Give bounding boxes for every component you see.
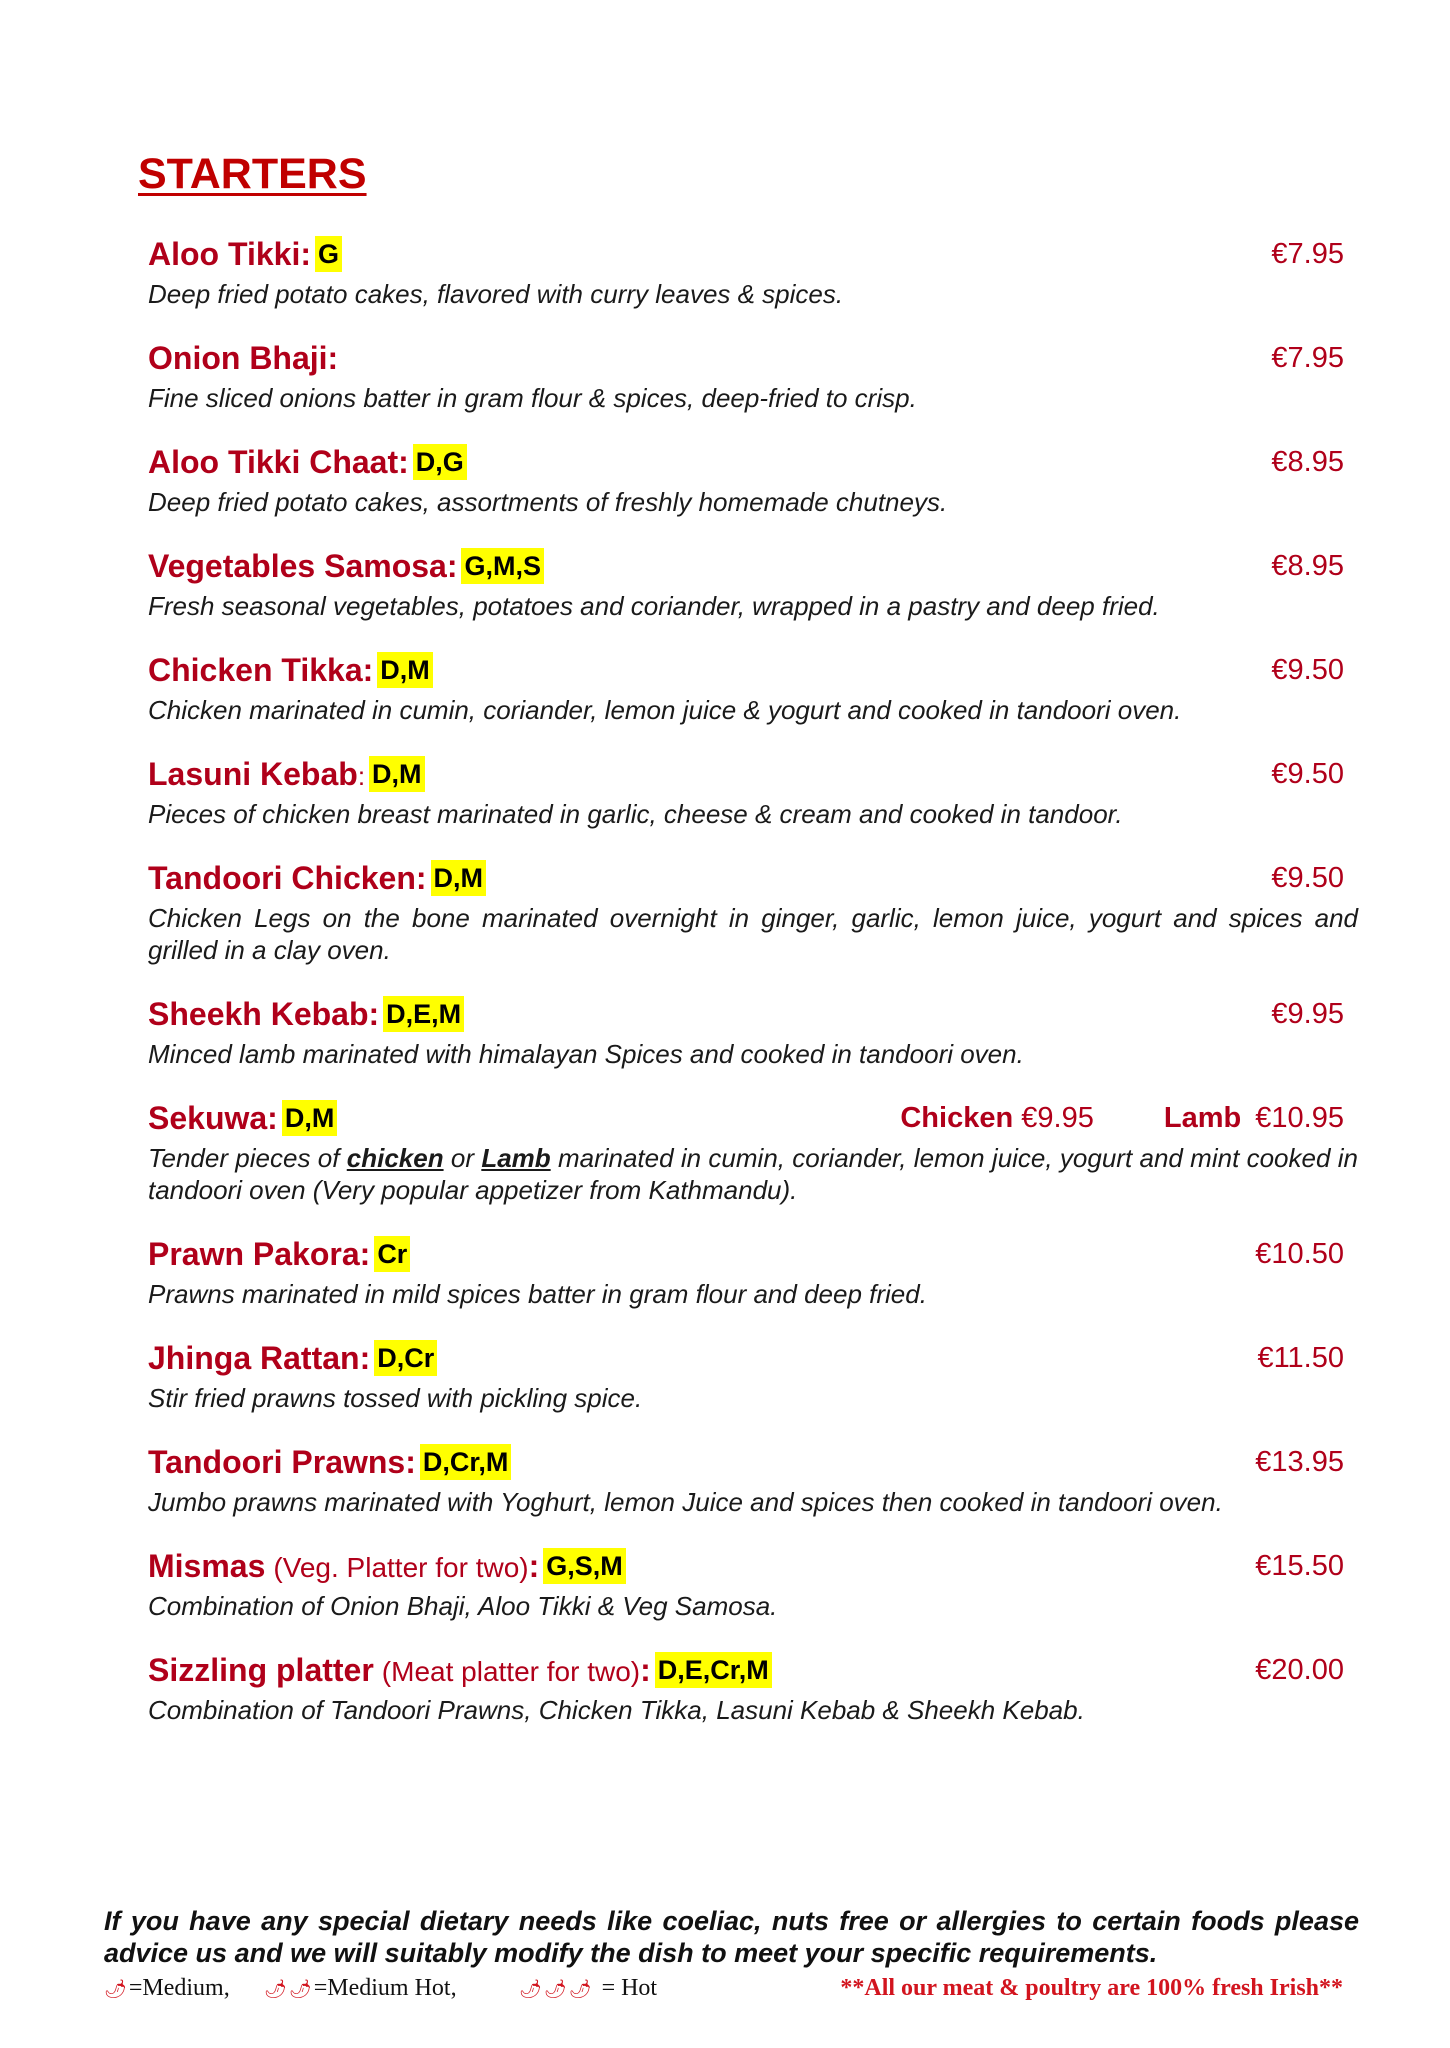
menu-item: [148, 336, 1358, 414]
item-description: Deep fried potato cakes, assortments of freshly homemade chutneys.: [148, 487, 948, 517]
fresh-meat-note: **All our meat & poultry are 100% fresh Irish**: [840, 1975, 1343, 2001]
starters-menu: [148, 232, 1358, 1752]
item-name: Lasuni Kebab: [148, 756, 358, 792]
item-description: Fresh seasonal vegetables, potatoes and coriander, wrapped in a pastry and deep fried.: [148, 591, 1160, 621]
menu-item: Lasuni Kebab: D,M €9.50 Pieces of chicken breast marinated in garlic, cheese & cream and cooked in tandoor.: [148, 752, 1358, 830]
item-description: Minced lamb marinated with himalayan Spices and cooked in tandoori oven.: [148, 1039, 1024, 1069]
menu-items-group-1: [148, 232, 1358, 1070]
legend-hot: = Hot: [601, 1975, 658, 2001]
item-name: Aloo Tikki:: [148, 236, 311, 272]
menu-item: Mismas (Veg. Platter for two): G,S,M €15.50 Combination of Onion Bhaji, Aloo Tikki & Veg Samosa.: [148, 1544, 1358, 1622]
menu-item: [148, 544, 1358, 622]
item-price: €9.50: [1271, 758, 1344, 790]
allergen-badge: G,M,S: [461, 548, 544, 584]
dietary-note: If you have any special dietary needs like coeliac, nuts free or allergies to certain foods please advice us and we will suitably modify the dish to meet your specific requirements.: [104, 1906, 1359, 1968]
item-description: Combination of Tandoori Prawns, Chicken Tikka, Lasuni Kebab & Sheekh Kebab.: [148, 1695, 1085, 1725]
item-name: Sizzling platter: [148, 1652, 374, 1688]
item-description: Jumbo prawns marinated with Yoghurt, lemon Juice and spices then cooked in tandoori oven.: [148, 1487, 1223, 1517]
item-price: €11.50: [1257, 1342, 1344, 1374]
item-name: Mismas: [148, 1548, 266, 1584]
page-title: STARTERS: [138, 150, 367, 198]
item-price: €13.95: [1255, 1446, 1344, 1478]
menu-item: [148, 1232, 1358, 1310]
chili-pepper-icon: 🌶🌶🌶: [519, 1979, 594, 1999]
chili-pepper-icon: 🌶🌶: [264, 1979, 314, 1999]
item-name: Tandoori Chicken:: [148, 860, 427, 896]
item-description: Stir fried prawns tossed with pickling spice.: [148, 1383, 643, 1413]
item-description: Fine sliced onions batter in gram flour & spices, deep-fried to crisp.: [148, 383, 917, 413]
lamb-price: €10.95: [1255, 1102, 1344, 1134]
item-description: Pieces of chicken breast marinated in garlic, cheese & cream and cooked in tandoor.: [148, 799, 1123, 829]
allergen-badge: Cr: [374, 1236, 410, 1272]
allergen-badge: G: [315, 236, 342, 272]
item-description: Tender pieces of chicken or Lamb marinated in cumin, coriander, lemon juice, yogurt and mint cooked in tandoori oven (Very popular appetizer from Kathmandu).: [148, 1143, 1358, 1205]
allergen-badge: G,S,M: [543, 1548, 626, 1584]
item-price: €9.95: [1271, 998, 1344, 1030]
item-price: €9.50: [1271, 862, 1344, 894]
item-name: Onion Bhaji:: [148, 340, 339, 376]
item-description: Prawns marinated in mild spices batter in gram flour and deep fried.: [148, 1279, 927, 1309]
menu-item: [148, 232, 1358, 310]
item-name: Jhinga Rattan:: [148, 1340, 371, 1376]
item-name: Sekuwa:: [148, 1100, 278, 1136]
menu-item: [148, 856, 1358, 966]
menu-item: [148, 1336, 1358, 1414]
item-note: (Meat platter for two): [381, 1656, 641, 1687]
menu-item: Sizzling platter (Meat platter for two): D,E,Cr,M €20.00 Combination of Tandoori Prawns, Chicken Tikka, Lasuni Kebab & Sheekh Kebab.: [148, 1648, 1358, 1726]
allergen-badge: D,G: [413, 444, 467, 480]
spice-legend: [104, 1975, 1359, 2009]
allergen-badge: D,M: [369, 756, 425, 792]
legend-medium: =Medium,: [128, 1975, 230, 2001]
emphasis-chicken: chicken: [346, 1143, 444, 1173]
item-price: €7.95: [1271, 342, 1344, 374]
menu-item: [148, 648, 1358, 726]
item-description: Deep fried potato cakes, flavored with curry leaves & spices.: [148, 279, 844, 309]
item-price-options: [900, 1102, 1344, 1135]
item-price: €9.50: [1271, 654, 1344, 686]
menu-item: [148, 992, 1358, 1070]
menu-item-sekuwa: [148, 1096, 1358, 1206]
allergen-badge: D,E,M: [383, 996, 464, 1032]
item-price: €8.95: [1271, 550, 1344, 582]
menu-items-group-2: [148, 1232, 1358, 1726]
item-name: Aloo Tikki Chaat:: [148, 444, 409, 480]
allergen-badge: D,Cr,M: [420, 1444, 512, 1480]
emphasis-lamb: Lamb: [481, 1143, 551, 1173]
item-price: €15.50: [1255, 1550, 1344, 1582]
lamb-label: Lamb: [1163, 1102, 1242, 1134]
allergen-badge: D,M: [282, 1100, 338, 1136]
item-price: €8.95: [1271, 446, 1344, 478]
allergen-badge: D,E,Cr,M: [655, 1652, 772, 1688]
item-note: (Veg. Platter for two): [273, 1552, 529, 1583]
item-name: Sheekh Kebab:: [148, 996, 380, 1032]
allergen-badge: D,M: [377, 652, 433, 688]
menu-item: [148, 440, 1358, 518]
allergen-badge: D,Cr: [374, 1340, 437, 1376]
chili-pepper-icon: 🌶: [104, 1979, 129, 1999]
chicken-price: €9.95: [1021, 1102, 1094, 1134]
item-name: Chicken Tikka:: [148, 652, 374, 688]
menu-item: [148, 1440, 1358, 1518]
item-name: Prawn Pakora:: [148, 1236, 371, 1272]
item-price: €20.00: [1255, 1654, 1344, 1686]
item-price: €10.50: [1255, 1238, 1344, 1270]
chicken-label: Chicken: [900, 1102, 1014, 1134]
item-description: Combination of Onion Bhaji, Aloo Tikki & Veg Samosa.: [148, 1591, 778, 1621]
legend-medium-hot: =Medium Hot,: [313, 1975, 457, 2001]
item-name: Tandoori Prawns:: [148, 1444, 416, 1480]
item-price: €7.95: [1271, 238, 1344, 270]
item-name: Vegetables Samosa:: [148, 548, 458, 584]
allergen-badge: D,M: [431, 860, 487, 896]
item-description: Chicken Legs on the bone marinated overnight in ginger, garlic, lemon juice, yogurt and spices and grilled in a clay oven.: [148, 903, 1358, 965]
item-description: Chicken marinated in cumin, coriander, lemon juice & yogurt and cooked in tandoori oven.: [148, 695, 1182, 725]
